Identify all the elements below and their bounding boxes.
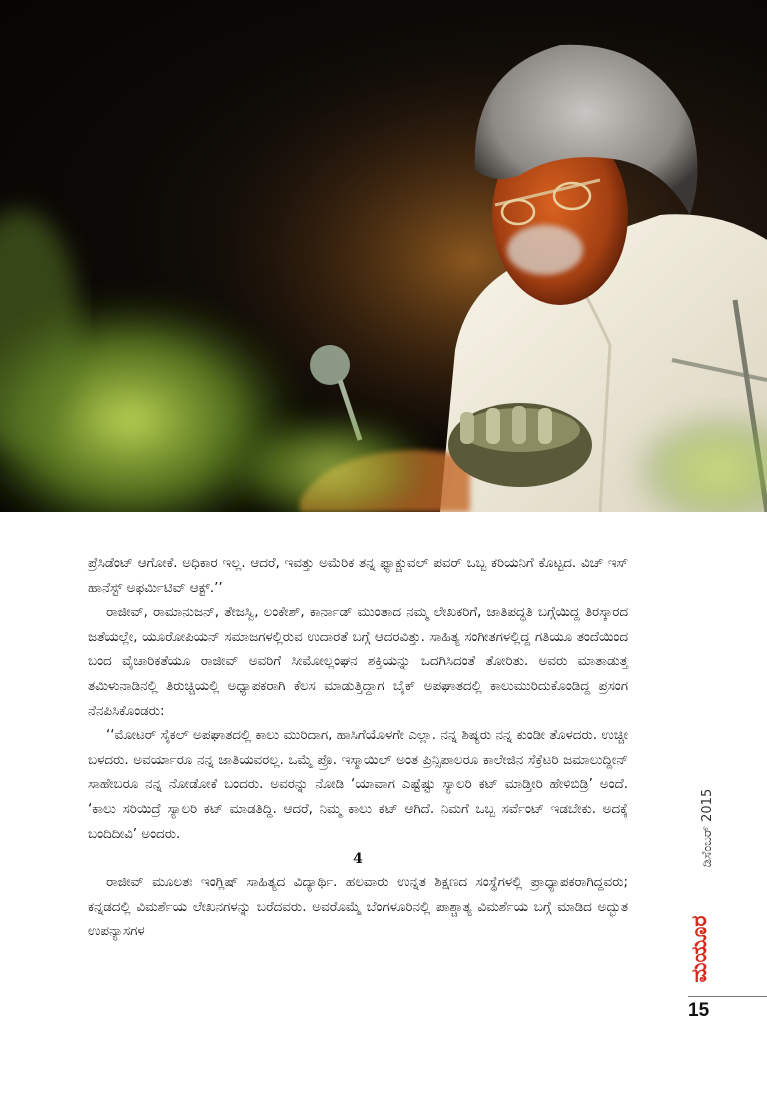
article-paragraph: ರಾಜೀವ್, ರಾಮಾನುಜನ್, ತೇಜಸ್ವಿ, ಲಂಕೇಶ್, ಕಾರ್ನಾಡ್ ಮುಂತಾದ ನಮ್ಮ ಲೇಖಕರಿಗೆ, ಜಾತಿಪದ್ಧತಿ ಬಗ್ಗೆಯಿದ್ದ ತಿರಸ್ಕಾರದ ಜತೆಯಲ್ಲೇ, ಯೂರೋಪಿಯನ್ ಸಮಾಜಗಳಲ್ಲಿರುವ ಉದಾರತೆ ಬಗ್ಗೆ ಆದರವಿತ್ತು. ಸಾಹಿತ್ಯ ಸಂಗೀತಗಳಲ್ಲಿದ್ದ ಗತಿಯೂ ತಂದೆಯಿಂದ ಬಂದ ವೈಚಾರಿಕತೆಯೂ ರಾಜೀವ್ ಅವರಿಗೆ ಸೀಮೋಲ್ಲಂಘನ ಶಕ್ತಿಯನ್ನು ಒದಗಿಸಿದಂತೆ ತೋರಿತು. ಅವರು ಮಾತಾಡುತ್ತ ತಮಿಳುನಾಡಿನಲ್ಲಿ ತಿರುಚ್ಚಿಯಲ್ಲಿ ಅಧ್ಯಾಪಕರಾಗಿ ಕೆಲಸ ಮಾಡುತ್ತಿದ್ದಾಗ ಬೈಕ್ ಅಪಘಾತದಲ್ಲಿ ಕಾಲುಮುರಿದುಕೊಂಡಿದ್ದ ಪ್ರಸಂಗ ನೆನಪಿಸಿಕೊಂಡರು: <box>88 605 628 719</box>
magazine-logo <box>686 915 712 983</box>
section-number: 4 <box>353 851 363 868</box>
article-photo <box>0 0 767 512</box>
issue-date-text: ಡಿಸೆಂಬರ್ 2015 <box>700 788 715 868</box>
article-body <box>88 552 628 945</box>
page-number: 15 <box>688 1000 710 1021</box>
article-paragraph: ರಾಜೀವ್ ಮೂಲತಃ ಇಂಗ್ಲಿಷ್ ಸಾಹಿತ್ಯದ ವಿದ್ಯಾರ್ಥಿ. ಹಲವಾರು ಉನ್ನತ ಶಿಕ್ಷಣದ ಸಂಸ್ಥೆಗಳಲ್ಲಿ ಪ್ರಾಧ್ಯಾಪಕರಾಗಿದ್ದವರು; ಕನ್ನಡದಲ್ಲಿ ವಿಮರ್ಶೆಯ ಲೇಖನಗಳನ್ನು ಬರೆದವರು. ಅವರೊಮ್ಮೆ ಬೆಂಗಳೂರಿನಲ್ಲಿ ಪಾಶ್ಚಾತ್ಯ ವಿಮರ್ಶೆಯ ಬಗ್ಗೆ ಮಾಡಿದ ಅದ್ಭುತ ಉಪನ್ಯಾಸಗಳ <box>88 875 628 940</box>
magazine-logo-text: ಮಯೂರ <box>687 915 711 983</box>
article-quote-paragraph: ‘‘ಮೋಟರ್ ಸೈಕಲ್ ಅಪಘಾತದಲ್ಲಿ ಕಾಲು ಮುರಿದಾಗ, ಹಾಸಿಗೆಯೊಳಗೇ ಎಲ್ಲಾ. ನನ್ನ ಶಿಷ್ಯರು ನನ್ನ ಕುಂಡೀ ತೊಳದರು. ಉಚ್ಚೀ ಬಳದರು. ಅವರ್ಯಾರೂ ನನ್ನ ಜಾತಿಯವರಲ್ಲ. ಒಮ್ಮೆ ಪ್ರೊ. ಇಸ್ಮಾಯಿಲ್ ಅಂತ ಪ್ರಿನ್ಸಿಪಾಲರೂ ಕಾಲೇಜಿನ ಸೆಕ್ರೆಟರಿ ಜಮಾಲುದ್ದೀನ್ ಸಾಹೇಬರೂ ನನ್ನ ನೋಡೋಕೆ ಬಂದರು. ಅವರನ್ನು ನೋಡಿ ‘ಯಾವಾಗ ಎಷ್ಟೆಷ್ಟು ಸ್ಯಾಲರಿ ಕಟ್ ಮಾಡ್ತೀರಿ ಹೇಳಿಬಿಡ್ರಿ’ ಅಂದೆ. ‘ಕಾಲು ಸರಿಯಿದ್ರೆ ಸ್ಯಾಲರಿ ಕಟ್ ಮಾಡತಿದ್ದಿ. ಆದರೆ, ನಿಮ್ಮ ಕಾಲು ಕಟ್ ಆಗಿದೆ. ನಿಮಗೆ ಒಬ್ಬ ಸರ್ವೆಂಟ್ ಇಡಬೇಕು. ಅದಕ್ಕೆ ಬಂದಿದೀವಿ’ ಅಂದರು. <box>88 728 628 842</box>
footer-divider <box>688 996 767 997</box>
article-paragraph: ಪ್ರೆಸಿಡೆಂಟ್ ಆಗೋಕೆ. ಅಧಿಕಾರ ಇಲ್ಲ. ಆದರೆ, ಇವತ್ತು ಅಮೆರಿಕ ತನ್ನ ಫ್ಯಾಕ್ಚುವಲ್ ಪವರ್ ಒಬ್ಬ ಕರಿಯನಿಗೆ ಕೊಟ್ಟದ. ವಿಚ್ ಇಸ್ ಹಾನೆಸ್ಟ್ ಅಫರ್ಮಿಟಿವ್ ಆಕ್ಟ್.’’ <box>88 556 628 596</box>
musician-photo-icon <box>0 0 767 512</box>
